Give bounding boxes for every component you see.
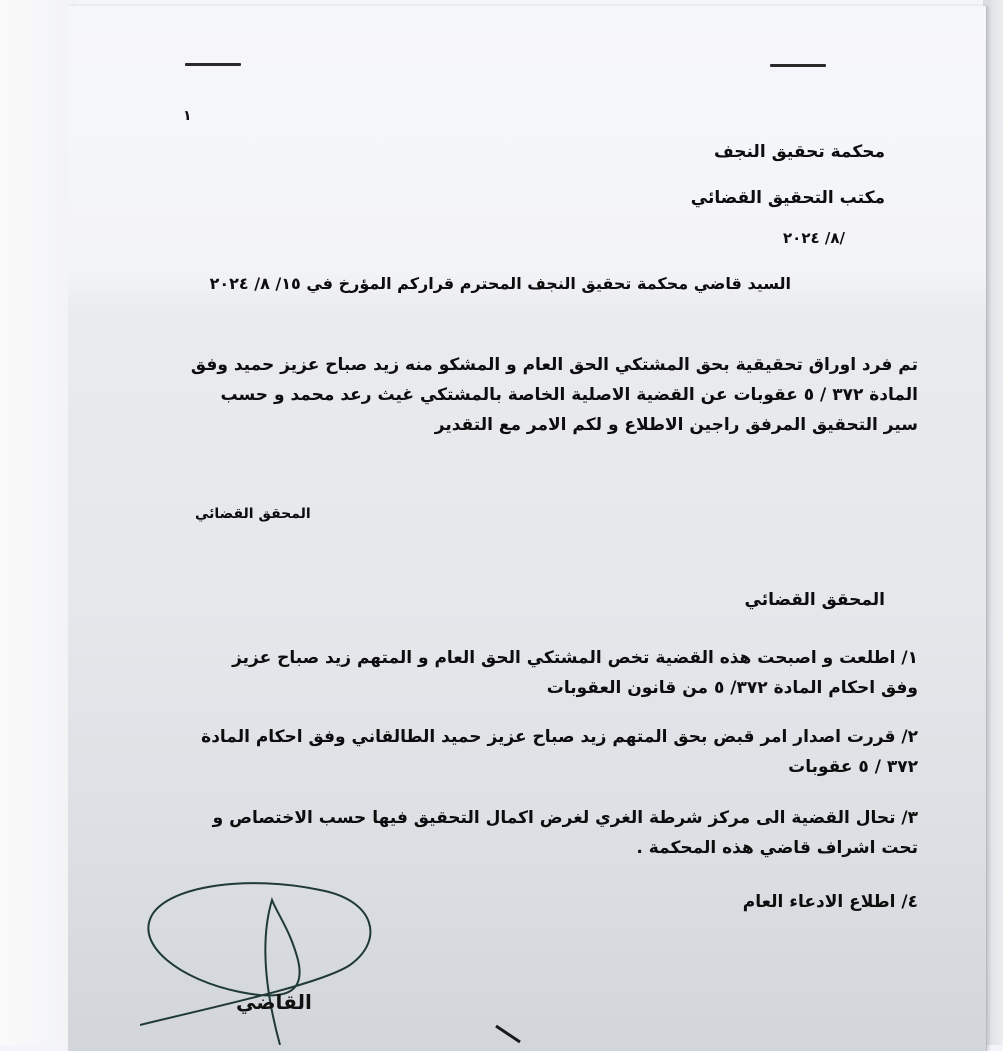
investigator-signoff: المحقق القضائي — [195, 506, 311, 522]
judge-label: القاضي — [236, 990, 312, 1014]
body-line: تم فرد اوراق تحقيقية بحق المشتكي الحق العام و المشكو منه زيد صباح عزيز حميد وفق — [190, 355, 918, 375]
decision-line: ٢/ قررت اصدار امر قبض بحق المتهم زيد صباح عزيز حميد الطالقاني وفق احكام المادة — [201, 727, 918, 747]
back-sheet-left — [0, 0, 75, 1045]
decision-line: ٣/ تحال القضية الى مركز شرطة الغري لغرض اكمال التحقيق فيها حسب الاختصاص و — [212, 808, 918, 828]
top-rule-left — [185, 63, 241, 66]
decision-item-1 — [178, 643, 918, 703]
decision-line: ٤/ اطلاع الادعاء العام — [742, 892, 918, 912]
decision-line: وفق احكام المادة ٣٧٢/ ٥ من قانون العقوبات — [546, 678, 918, 698]
addressee-line: السيد قاضي محكمة تحقيق النجف المحترم قراركم المؤرخ في ١٥/ ٨/ ٢٠٢٤ — [209, 274, 791, 293]
pen-stroke-mark — [490, 1020, 550, 1045]
page-number: ١ — [183, 108, 192, 124]
top-rule-right — [770, 64, 826, 67]
decision-item-3 — [178, 803, 918, 863]
signature-scribble — [140, 880, 400, 1045]
body-paragraph — [178, 350, 918, 440]
body-line: سير التحقيق المرفق راجين الاطلاع و لكم الامر مع التقدير — [434, 415, 918, 435]
document-date: /٨/ ٢٠٢٤ — [783, 229, 845, 247]
decision-item-2 — [178, 722, 918, 782]
office-name: مكتب التحقيق القضائي — [690, 188, 885, 208]
decision-line: تحت اشراف قاضي هذه المحكمة . — [636, 838, 918, 858]
court-name: محكمة تحقيق النجف — [714, 142, 885, 162]
decision-line: ٣٧٢ / ٥ عقوبات — [788, 757, 918, 777]
decision-addressee: المحقق القضائي — [744, 590, 885, 610]
decision-line: ١/ اطلعت و اصبحت هذه القضية تخص المشتكي الحق العام و المتهم زيد صباح عزيز — [232, 648, 918, 668]
body-line: المادة ٣٧٢ / ٥ عقوبات عن القضية الاصلية الخاصة بالمشتكي غيث رعد محمد و حسب — [220, 385, 918, 405]
